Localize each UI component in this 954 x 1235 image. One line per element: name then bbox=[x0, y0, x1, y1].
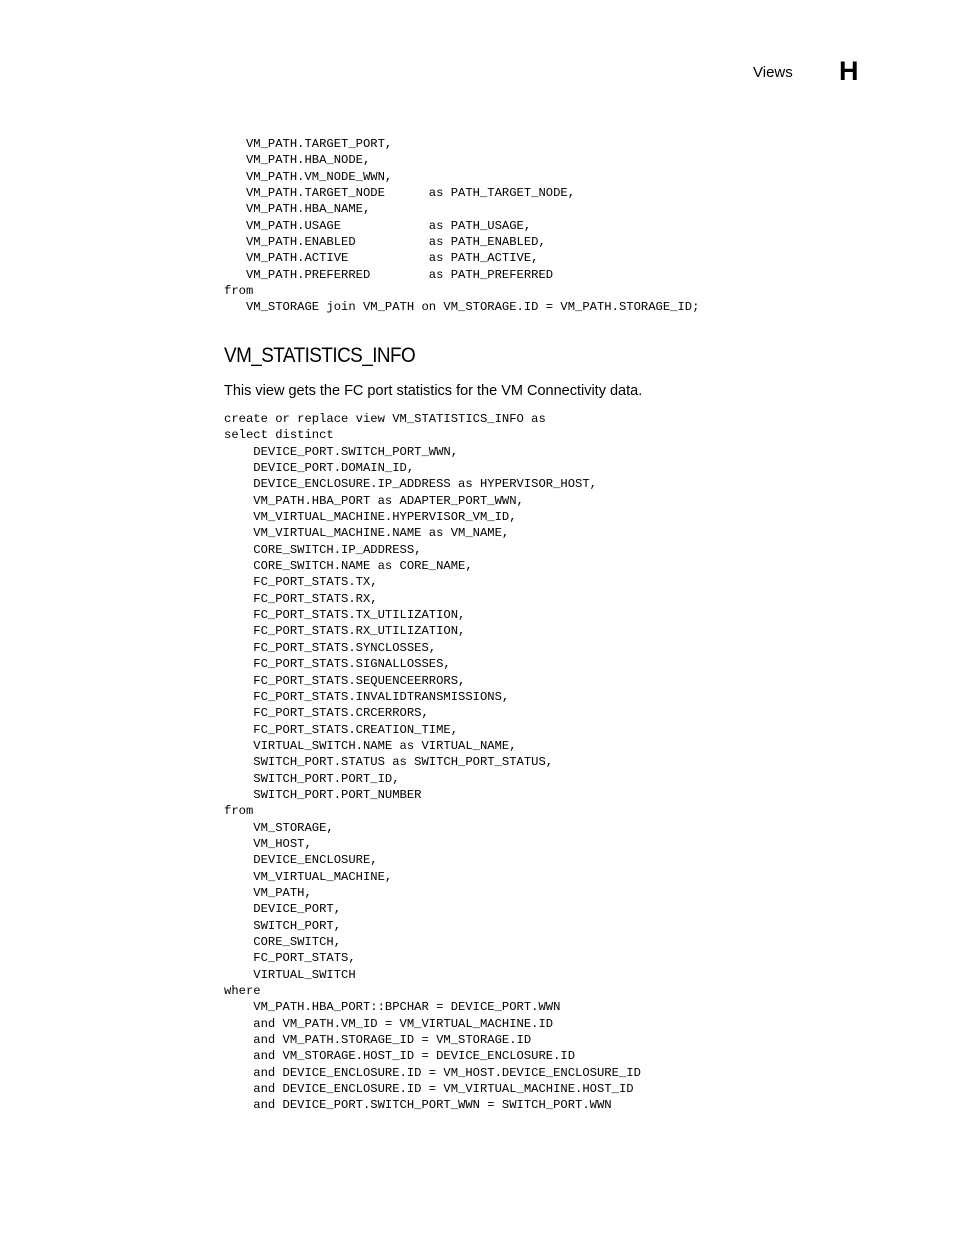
section-description: This view gets the FC port statistics for the VM Connectivity data. bbox=[224, 383, 643, 399]
code-block-statistics-view: create or replace view VM_STATISTICS_INFO as select distinct DEVICE_PORT.SWITCH_PORT_WWN, DEVICE_PORT.DOMAIN_ID, DEVICE_ENCLOSURE.IP_ADDRESS as HYPERVISOR_HOST, VM_PATH.HBA_PORT as ADAPTER_PORT_WWN, VM_VIRTUAL_MACHINE.HYPERVISOR_VM_ID, VM_VIRTUAL_MACHINE.NAME as VM_NAME, CORE_SWITCH.IP_ADDRESS, CORE_SWITCH.NAME as CORE_NAME, FC_PORT_STATS.TX, FC_PORT_STATS.RX, FC_PORT_STATS.TX_UTILIZATION, FC_PORT_STATS.RX_UTILIZATION, FC_PORT_STATS.SYNCLOSSES, FC_PORT_STATS.SIGNALLOSSES, FC_PORT_STATS.SEQUENCEERRORS, FC_PORT_STATS.INVALIDTRANSMISSIONS, FC_PORT_STATS.CRCERRORS, FC_PORT_STATS.CREATION_TIME, VIRTUAL_SWITCH.NAME as VIRTUAL_NAME, SWITCH_PORT.STATUS as SWITCH_PORT_STATUS, SWITCH_PORT.PORT_ID, SWITCH_PORT.PORT_NUMBER from VM_STORAGE, VM_HOST, DEVICE_ENCLOSURE, VM_VIRTUAL_MACHINE, VM_PATH, DEVICE_PORT, SWITCH_PORT, CORE_SWITCH, FC_PORT_STATS, VIRTUAL_SWITCH where VM_PATH.HBA_PORT::BPCHAR = DEVICE_PORT.WWN and VM_PATH.VM_ID = VM_VIRTUAL_MACHINE.ID and VM_PATH.STORAGE_ID = VM_STORAGE.ID and VM_STORAGE.HOST_ID = DEVICE_ENCLOSURE.ID and DEVICE_ENCLOSURE.ID = VM_HOST.DEVICE_ENCLOSURE_ID and DEVICE_ENCLOSURE.ID = VM_VIRTUAL_MACHINE.HOST_ID and DEVICE_PORT.SWITCH_PORT_WWN = SWITCH_PORT.WWN bbox=[224, 412, 641, 1113]
section-heading: VM_STATISTICS_INFO bbox=[224, 344, 416, 367]
running-header-section: Views bbox=[753, 64, 793, 81]
running-header-appendix-letter: H bbox=[839, 56, 859, 86]
code-block-path-columns: VM_PATH.TARGET_PORT, VM_PATH.HBA_NODE, VM_PATH.VM_NODE_WWN, VM_PATH.TARGET_NODE as PATH_TARGET_NODE, VM_PATH.HBA_NAME, VM_PATH.USAGE as PATH_USAGE, VM_PATH.ENABLED as PATH_ENABLED, VM_PATH.ACTIVE as PATH_ACTIVE, VM_PATH.PREFERRED as PATH_PREFERRED from VM_STORAGE join VM_PATH on VM_STORAGE.ID = VM_PATH.STORAGE_ID; bbox=[224, 137, 700, 315]
